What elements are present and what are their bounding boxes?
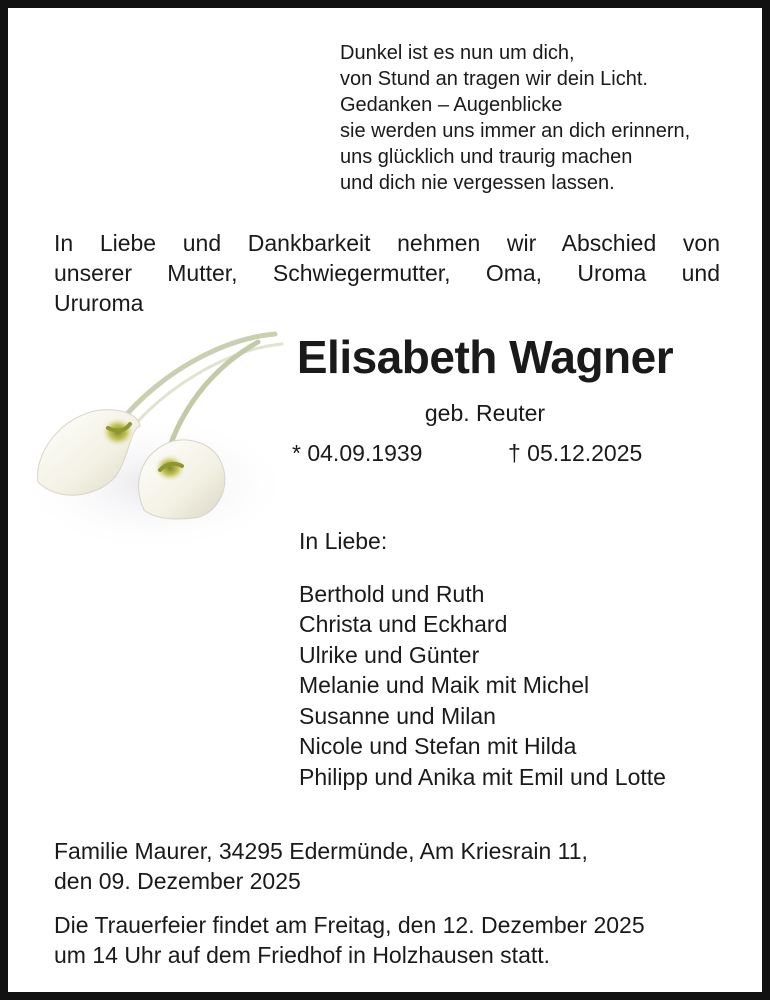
- list-item: Susanne und Milan: [299, 702, 496, 729]
- deceased-name: Elisabeth Wagner: [296, 331, 674, 383]
- list-item: Melanie und Maik mit Michel: [299, 672, 590, 698]
- mourners-heading: In Liebe:: [299, 528, 388, 554]
- address-date: den 09. Dezember 2025: [54, 868, 301, 894]
- poem-line: und dich nie vergessen lassen.: [340, 172, 615, 194]
- calla-lily-illustration: [20, 304, 290, 554]
- list-item: Christa und Eckhard: [299, 611, 508, 637]
- poem-line: uns glücklich und traurig machen: [340, 146, 633, 168]
- intro-line: Ururoma: [54, 290, 144, 316]
- family-address: [54, 836, 588, 896]
- maiden-name: geb. Reuter: [424, 400, 546, 426]
- list-item: Ulrike und Günter: [299, 641, 480, 668]
- intro-line: In Liebe und Dankbarkeit nehmen wir Abschied von: [54, 230, 720, 256]
- address-line: Familie Maurer, 34295 Edermünde, Am Kriesrain 11,: [54, 838, 588, 864]
- mourners-list: [299, 526, 666, 792]
- poem: [340, 40, 690, 196]
- list-item: Nicole und Stefan mit Hilda: [299, 733, 577, 759]
- poem-line: sie werden uns immer an dich erinnern,: [340, 120, 691, 142]
- intro-line: unserer Mutter, Schwiegermutter, Oma, Uroma und: [54, 260, 720, 286]
- birth-date: * 04.09.1939: [292, 440, 423, 466]
- poem-line: von Stund an tragen wir dein Licht.: [340, 68, 648, 90]
- poem-line: Dunkel ist es nun um dich,: [340, 42, 575, 64]
- service-line: um 14 Uhr auf dem Friedhof in Holzhausen statt.: [54, 942, 551, 968]
- list-item: Berthold und Ruth: [299, 580, 485, 607]
- death-date: † 05.12.2025: [508, 440, 643, 466]
- list-item: Philipp und Anika mit Emil und Lotte: [299, 763, 666, 790]
- funeral-service-info: [54, 910, 645, 970]
- service-line: Die Trauerfeier findet am Freitag, den 12. Dezember 2025: [54, 912, 645, 938]
- poem-line: Gedanken – Augenblicke: [340, 94, 563, 116]
